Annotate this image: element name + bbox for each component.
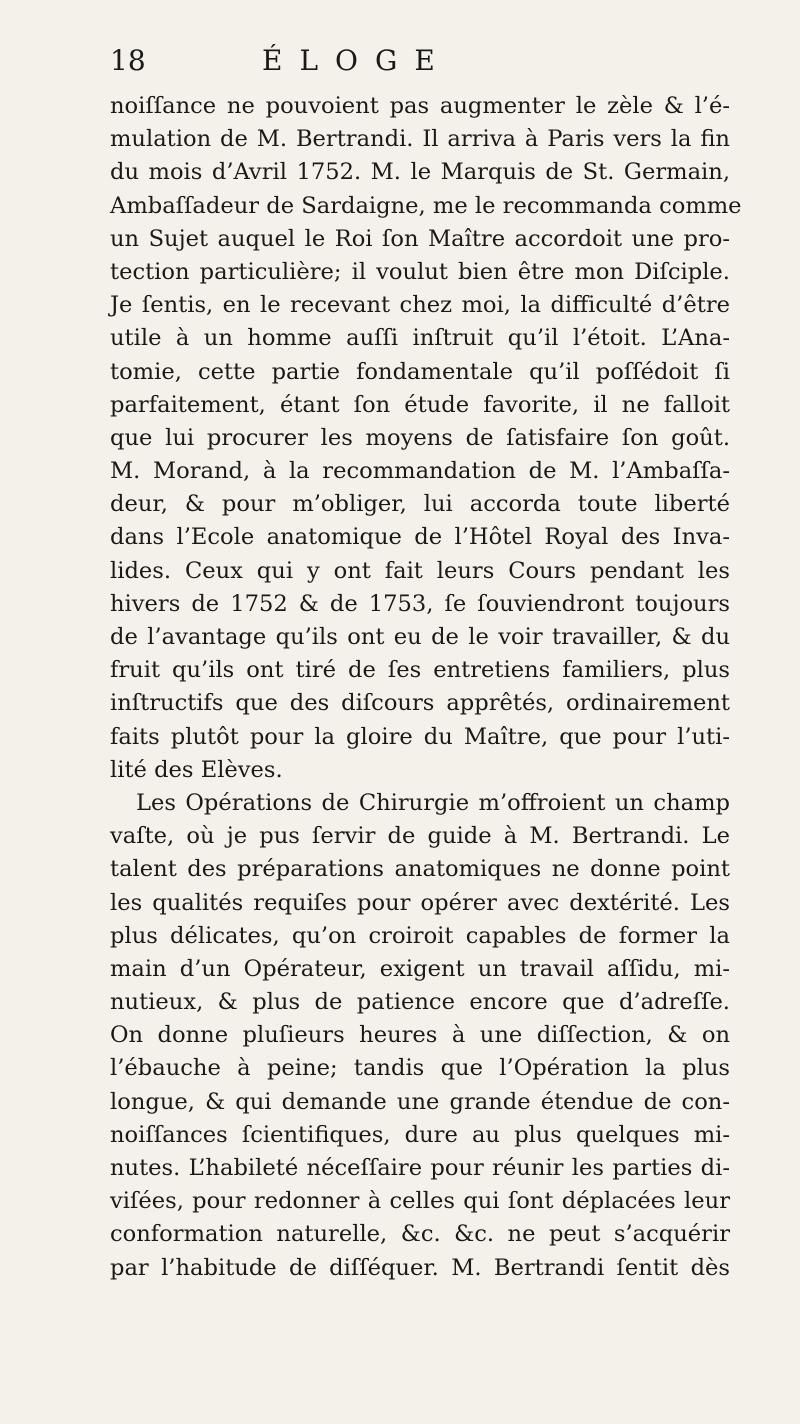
text-line: noiſſance ne pouvoient pas augmenter le zèle & l’é-: [110, 93, 730, 119]
body-text: [110, 90, 742, 1285]
text-line: vaſte, où je pus ſervir de guide à M. Bertrandi. Le: [110, 823, 730, 850]
text-line: utile à un homme auſſi inſtruit qu’il l’étoit. L’Ana-: [110, 325, 730, 352]
text-line: viſées, pour redonner à celles qui ſont déplacées leur: [110, 1188, 730, 1215]
text-line: nutieux, & plus de patience encore que d’adreſſe.: [110, 989, 730, 1016]
text-line: noiſſances ſcientifiques, dure au plus quelques mi-: [110, 1121, 730, 1148]
text-line: inſtructifs que des diſcours apprêtés, ordinairement: [110, 690, 730, 717]
text-line: Je ſentis, en le recevant chez moi, la difficulté d’être: [110, 292, 730, 319]
text-line: On donne pluſieurs heures à une diſſection, & on: [110, 1022, 730, 1049]
text-line: lité des Elèves.: [110, 756, 283, 783]
text-line: faits plutôt pour la gloire du Maître, que pour l’uti-: [110, 723, 730, 750]
text-line: que lui procurer les moyens de ſatisfaire ſon goût.: [110, 424, 730, 451]
text-line: longue, & qui demande une grande étendue de con-: [110, 1088, 730, 1115]
text-line: tection particulière; il voulut bien être mon Diſciple.: [110, 258, 730, 285]
text-line: parfaitement, étant ſon étude favorite, il ne falloit: [110, 391, 730, 418]
text-line: M. Morand, à la recommandation de M. l’Ambaſſa-: [110, 458, 730, 485]
text-line: conformation naturelle, &c. &c. ne peut s’acquérir: [110, 1221, 730, 1248]
text-line: par l’habitude de diſſéquer. M. Bertrandi ſentit dès: [110, 1254, 730, 1281]
text-line: un Sujet auquel le Roi ſon Maître accordoit une pro-: [110, 225, 730, 252]
running-title: ÉLOGE: [262, 44, 452, 77]
text-line: fruit qu’ils ont tiré de ſes entretiens familiers, plus: [110, 657, 730, 684]
text-line: main d’un Opérateur, exigent un travail aſſidu, mi-: [110, 955, 730, 982]
text-line: Les Opérations de Chirurgie m’offroient un champ: [136, 789, 730, 816]
text-line: de l’avantage qu’ils ont eu de le voir travailler, & du: [110, 624, 730, 650]
paragraph: [110, 787, 730, 1285]
text-line: les qualités requiſes pour opérer avec dextérité. Les: [110, 889, 730, 916]
page-header: [110, 44, 730, 84]
text-line: talent des préparations anatomiques ne donne point: [110, 856, 730, 883]
text-line: tomie, cette partie fondamentale qu’il poſſédoit ſi: [110, 358, 730, 385]
text-line: plus délicates, qu’on croiroit capables de former la: [110, 922, 730, 949]
page-number: 18: [110, 44, 146, 77]
text-line: Ambaſſadeur de Sardaigne, me le recommanda comme: [110, 192, 742, 219]
text-line: lides. Ceux qui y ont fait leurs Cours pendant les: [110, 557, 730, 584]
text-line: l’ébauche à peine; tandis que l’Opération la plus: [110, 1055, 730, 1082]
text-line: du mois d’Avril 1752. M. le Marquis de St. Germain,: [110, 159, 730, 186]
text-line: hivers de 1752 & de 1753, ſe ſouviendront toujours: [110, 590, 730, 617]
text-line: deur, & pour m’obliger, lui accorda toute liberté: [110, 491, 730, 518]
text-line: nutes. L’habileté néceſſaire pour réunir les parties di-: [110, 1155, 730, 1181]
paragraph: [110, 90, 742, 787]
text-line: mulation de M. Bertrandi. Il arriva à Paris vers la fin: [110, 126, 730, 153]
text-line: dans l’Ecole anatomique de l’Hôtel Royal des Inva-: [110, 524, 730, 551]
